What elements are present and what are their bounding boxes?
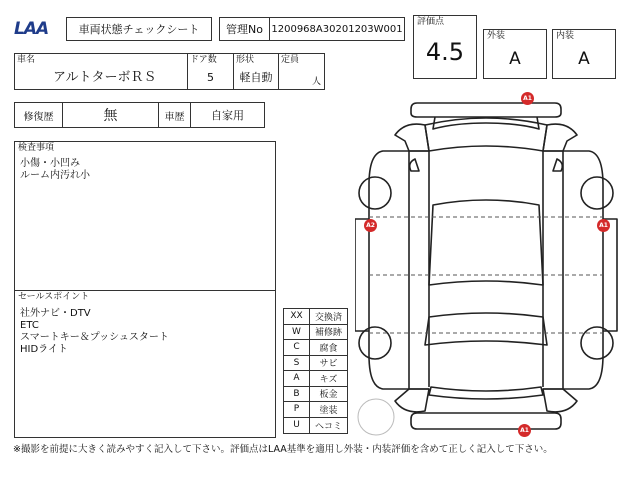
legend-row bbox=[284, 325, 347, 341]
legend-code: S bbox=[284, 356, 310, 371]
capacity-unit: 人 bbox=[311, 77, 321, 87]
sales-points-content bbox=[20, 308, 169, 356]
exterior-score-value: A bbox=[509, 49, 521, 69]
legend-meaning: 交換済 bbox=[314, 312, 342, 323]
legend-code: B bbox=[284, 387, 310, 402]
legend-meaning: サビ bbox=[319, 359, 338, 370]
damage-marker-right: A1 bbox=[597, 219, 610, 232]
footer-note: ※撮影を前提に大きく読みやすく記入して下さい。評価点はLAA基準を適用し外装・内装評価を含めて正しく記入して下さい。 bbox=[13, 444, 553, 455]
legend-row bbox=[284, 371, 347, 387]
exterior-score-box bbox=[483, 29, 547, 79]
sales-points-label: セールスポイント bbox=[18, 292, 90, 302]
car-name-value: アルトターボＲＳ bbox=[53, 70, 157, 85]
legend-row bbox=[284, 387, 347, 403]
body-type-value: 軽自動 bbox=[239, 71, 273, 84]
sheet-title bbox=[66, 17, 212, 41]
legend-meaning: 補修跡 bbox=[314, 328, 342, 339]
logo-text: LAA bbox=[14, 19, 49, 39]
legend-code: C bbox=[284, 340, 310, 355]
management-no bbox=[269, 17, 405, 41]
inspection-note-line: 小傷・小凹み bbox=[20, 158, 80, 169]
sales-point-line: スマートキー＆プッシュスタート bbox=[20, 332, 169, 343]
interior-score-value: A bbox=[578, 49, 590, 69]
inspection-notes-label: 検査事項 bbox=[18, 143, 55, 153]
legend-code: W bbox=[284, 325, 310, 340]
history-row bbox=[14, 102, 265, 128]
sales-point-line: HIDライト bbox=[20, 344, 68, 355]
capacity-label: 定員 bbox=[281, 55, 300, 65]
body-type-cell bbox=[233, 53, 279, 90]
doors-cell bbox=[187, 53, 234, 90]
legend-code: P bbox=[284, 402, 310, 417]
interior-score-box bbox=[552, 29, 616, 79]
legend-row bbox=[284, 340, 347, 356]
management-label bbox=[219, 17, 270, 41]
legend-row bbox=[284, 402, 347, 418]
legend-code: A bbox=[284, 371, 310, 386]
management-no-text: 1200968A30201203W001 bbox=[271, 23, 403, 35]
damage-marker-left: A2 bbox=[364, 219, 377, 232]
sales-point-line: 社外ナビ・DTV bbox=[20, 308, 91, 319]
legend-row bbox=[284, 356, 347, 372]
damage-code-legend bbox=[283, 308, 348, 434]
exterior-score-label: 外装 bbox=[487, 31, 506, 41]
legend-meaning: キズ bbox=[319, 374, 338, 385]
inspection-notes-box bbox=[14, 141, 276, 291]
doors-value: 5 bbox=[207, 70, 214, 84]
legend-code: XX bbox=[284, 309, 310, 324]
inspection-notes-content bbox=[20, 158, 90, 182]
legend-row bbox=[284, 418, 347, 434]
overall-score-value: 4.5 bbox=[425, 38, 465, 66]
usage-label: 車歴 bbox=[159, 103, 191, 127]
sales-points-box bbox=[14, 290, 276, 438]
interior-score-label: 内装 bbox=[556, 31, 575, 41]
legend-meaning: 塗装 bbox=[319, 405, 338, 416]
overall-score-box bbox=[413, 15, 477, 79]
legend-meaning: 板金 bbox=[319, 390, 338, 401]
body-type-label: 形状 bbox=[236, 55, 255, 65]
car-name-cell bbox=[14, 53, 188, 90]
legend-code: U bbox=[284, 418, 310, 434]
management-label-text: 管理No bbox=[226, 23, 263, 36]
damage-marker-rear: A1 bbox=[518, 424, 531, 437]
sales-point-line: ETC bbox=[20, 320, 39, 331]
logo bbox=[14, 16, 66, 42]
damage-marker-front: A1 bbox=[521, 92, 534, 105]
legend-meaning: ヘコミ bbox=[314, 421, 342, 432]
sheet-title-text: 車両状態チェックシート bbox=[78, 23, 200, 36]
overall-score-label: 評価点 bbox=[417, 17, 445, 27]
doors-label: ドア数 bbox=[190, 55, 217, 65]
repair-history-label: 修復歴 bbox=[15, 103, 63, 127]
capacity-cell bbox=[278, 53, 325, 90]
inspection-note-line: ルーム内汚れ小 bbox=[20, 170, 90, 181]
legend-row bbox=[284, 309, 347, 325]
car-diagram bbox=[355, 95, 625, 440]
legend-meaning: 腐食 bbox=[319, 343, 338, 354]
car-name-label: 車名 bbox=[17, 55, 36, 65]
usage-value: 自家用 bbox=[211, 109, 244, 122]
repair-history-value: 無 bbox=[63, 103, 159, 127]
